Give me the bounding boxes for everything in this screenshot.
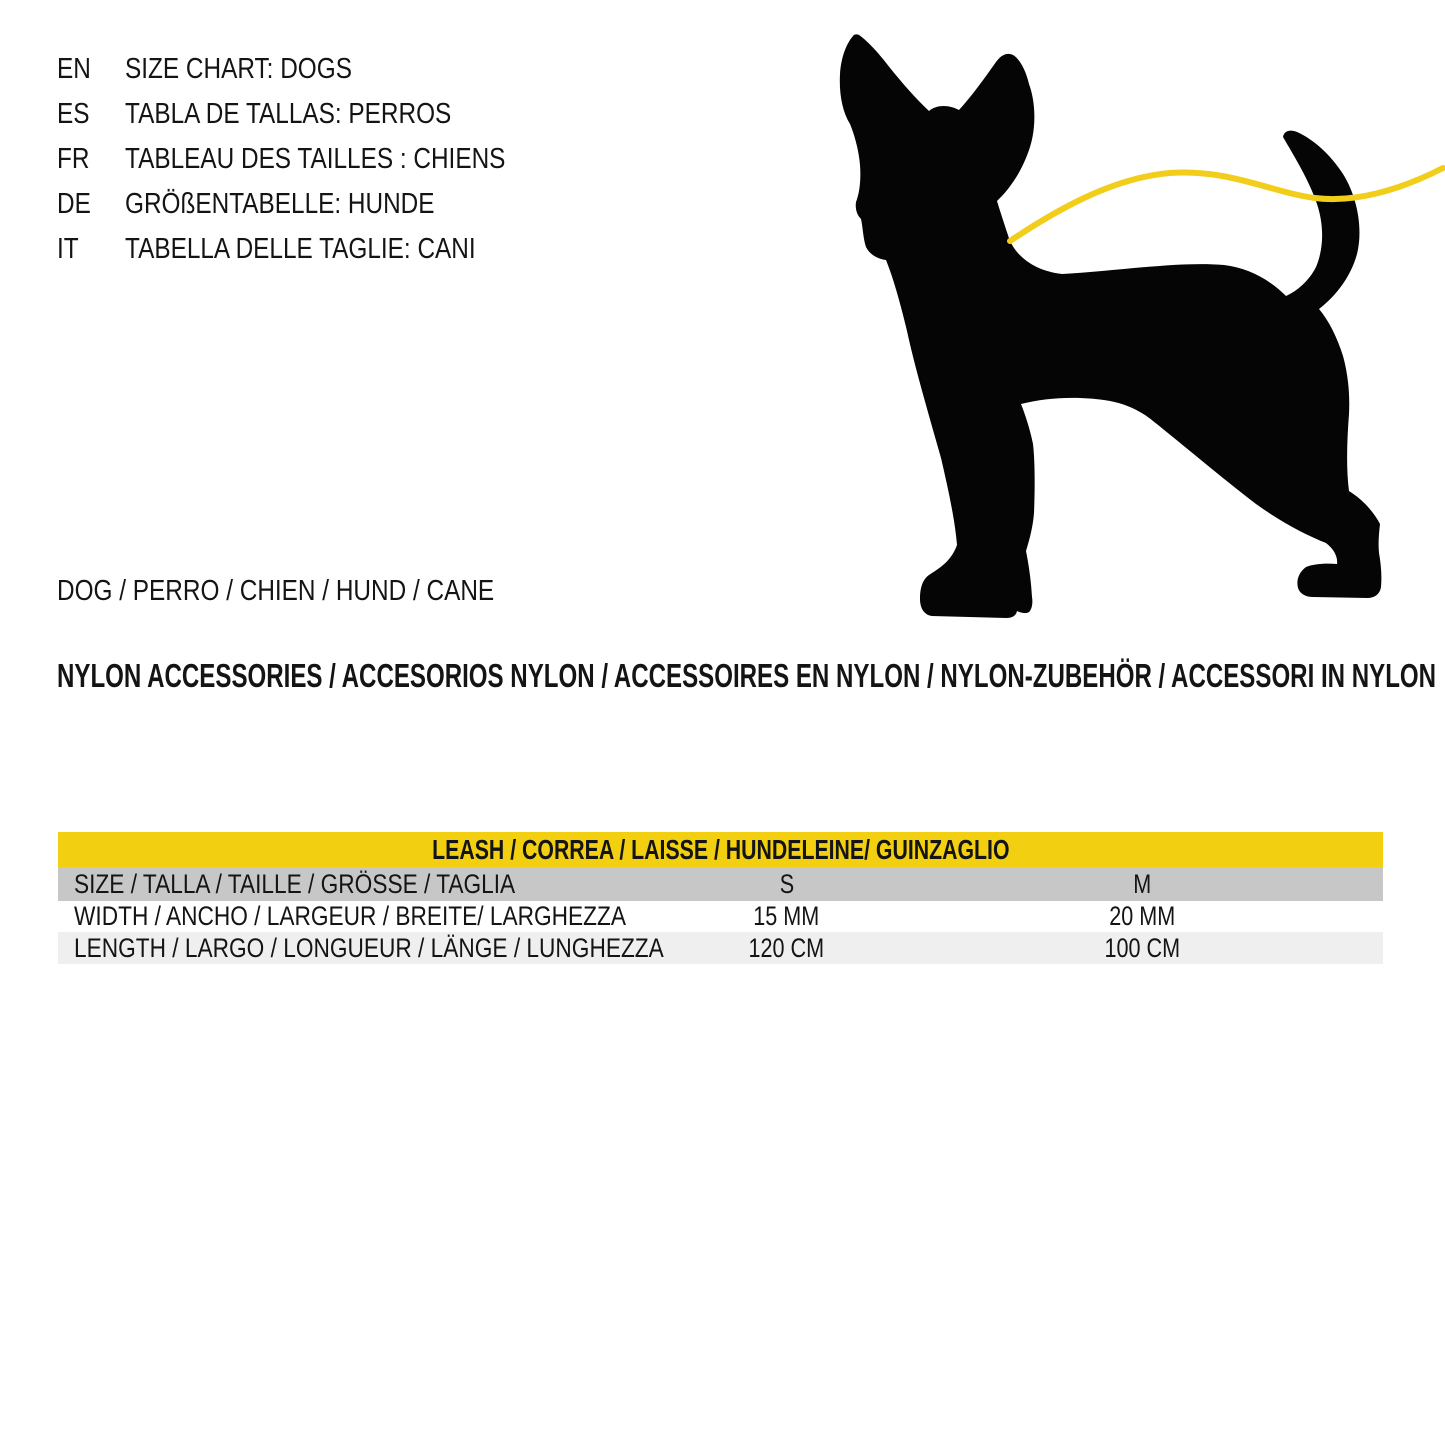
dog-figure [830,20,1445,625]
language-label: TABLEAU DES TAILLES : CHIENS [125,143,506,175]
language-code: FR [57,143,90,175]
width-m-value: 20 MM [1108,901,1175,931]
language-row-es [57,92,578,137]
material-label: NYLON ACCESSORIES / ACCESORIOS NYLON / ACCESSOIRES EN NYLON / NYLON-ZUBEHÖR / ACCESSORI IN NYLON [57,657,1437,694]
table-row-length [58,932,1383,964]
language-row-it [57,227,578,272]
row-label: SIZE / TALLA / TAILLE / GRÖSSE / TAGLIA [74,868,516,899]
width-s-value: 15 MM [753,901,820,931]
leash-size-table [58,832,1383,964]
language-code: IT [57,233,79,265]
size-s-value: S [779,868,794,899]
length-m-value: 100 CM [1104,932,1180,963]
table-row-size [58,867,1383,901]
length-s-value: 120 CM [748,932,825,963]
row-label: WIDTH / ANCHO / LARGEUR / BREITE/ LARGHEZZA [74,901,626,931]
language-label: TABELLA DELLE TAGLIE: CANI [125,233,476,265]
animal-label: DOG / PERRO / CHIEN / HUND / CANE [57,574,495,607]
language-label: GRÖßENTABELLE: HUNDE [125,188,435,220]
table-row-width [58,901,1383,932]
language-label: TABLA DE TALLAS: PERROS [125,98,452,130]
language-code: DE [57,188,91,220]
leash-curve-line-icon [1010,168,1443,241]
language-row-en [57,47,578,92]
language-code: EN [57,53,91,85]
language-list [57,47,578,272]
row-label: LENGTH / LARGO / LONGUEUR / LÄNGE / LUNGHEZZA [74,932,664,963]
size-m-value: M [1132,868,1151,899]
chihuahua-dog-silhouette-icon [840,34,1382,618]
language-row-fr [57,137,578,182]
table-header-leash: LEASH / CORREA / LAISSE / HUNDELEINE/ GUINZAGLIO [58,832,1383,867]
language-label: SIZE CHART: DOGS [125,53,352,85]
language-row-de [57,182,578,227]
language-code: ES [57,98,90,130]
